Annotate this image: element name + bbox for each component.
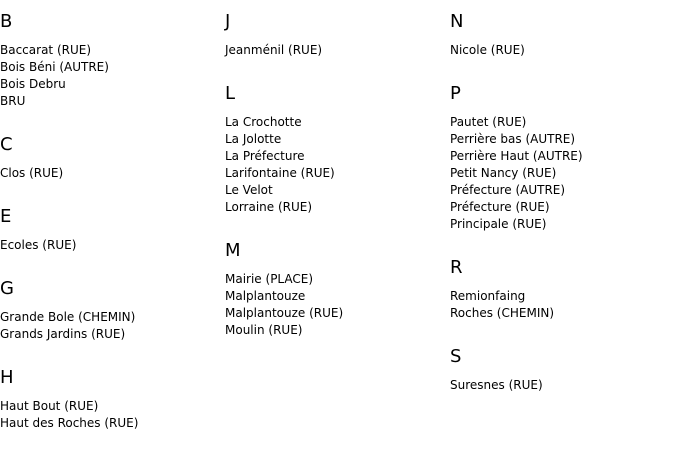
street-item[interactable]: Remionfaing [450,289,526,303]
letter-heading: C [0,134,13,155]
street-list [450,114,670,233]
street-item[interactable]: Principale (RUE) [450,217,547,231]
letter-heading: B [0,11,13,32]
street-item[interactable]: Grande Bole (CHEMIN) [0,310,136,324]
street-list [0,309,220,343]
letter-group-s [450,347,670,394]
street-list [0,398,220,432]
street-list [225,271,445,339]
street-list [450,288,670,322]
street-item[interactable]: Pautet (RUE) [450,115,527,129]
letter-group-c [0,135,220,182]
street-item[interactable]: Moulin (RUE) [225,323,303,337]
letter-group-e [0,207,220,254]
street-item[interactable]: Ecoles (RUE) [0,238,77,252]
street-column-1 [0,0,220,432]
letter-group-h [0,368,220,432]
street-item[interactable]: La Préfecture [225,149,305,163]
letter-group-l [225,84,445,216]
street-item[interactable]: Bois Debru [0,77,66,91]
street-item[interactable]: Préfecture (AUTRE) [450,183,566,197]
street-item[interactable]: Grands Jardins (RUE) [0,327,126,341]
street-list [225,42,445,59]
street-item[interactable]: Malplantouze [225,289,306,303]
letter-heading: P [450,83,461,104]
street-item[interactable]: La Crochotte [225,115,302,129]
letter-heading: L [225,83,236,104]
street-list [0,237,220,254]
street-column-2 [225,0,445,339]
letter-group-m [225,241,445,339]
street-item[interactable]: Nicole (RUE) [450,43,525,57]
street-item[interactable]: Mairie (PLACE) [225,272,314,286]
letter-group-b [0,12,220,110]
street-item[interactable]: Larifontaine (RUE) [225,166,335,180]
street-item[interactable]: Haut des Roches (RUE) [0,416,139,430]
letter-heading: M [225,240,241,261]
street-item[interactable]: Suresnes (RUE) [450,378,543,392]
street-item[interactable]: Lorraine (RUE) [225,200,313,214]
street-list [0,165,220,182]
letter-group-j [225,12,445,59]
street-item[interactable]: Jeanménil (RUE) [225,43,323,57]
letter-heading: H [0,367,14,388]
street-item[interactable]: Roches (CHEMIN) [450,306,555,320]
letter-heading: G [0,278,14,299]
street-item[interactable]: Préfecture (RUE) [450,200,550,214]
letter-group-r [450,258,670,322]
letter-group-n [450,12,670,59]
street-item[interactable]: Perrière Haut (AUTRE) [450,149,583,163]
street-list [225,114,445,216]
street-item[interactable]: Petit Nancy (RUE) [450,166,557,180]
letter-heading: N [450,11,464,32]
street-list [0,42,220,110]
street-list [450,377,670,394]
letter-heading: E [0,206,12,227]
letter-group-g [0,279,220,343]
street-item[interactable]: Malplantouze (RUE) [225,306,344,320]
letter-heading: J [225,11,231,32]
letter-heading: R [450,257,463,278]
street-item[interactable]: La Jolotte [225,132,282,146]
street-item[interactable]: Perrière bas (AUTRE) [450,132,576,146]
street-item[interactable]: Clos (RUE) [0,166,64,180]
street-item[interactable]: Haut Bout (RUE) [0,399,99,413]
street-list [450,42,670,59]
street-item[interactable]: BRU [0,94,26,108]
street-column-3 [450,0,670,394]
letter-heading: S [450,346,462,367]
letter-group-p [450,84,670,233]
street-item[interactable]: Bois Béni (AUTRE) [0,60,109,74]
street-item[interactable]: Le Velot [225,183,273,197]
street-item[interactable]: Baccarat (RUE) [0,43,92,57]
